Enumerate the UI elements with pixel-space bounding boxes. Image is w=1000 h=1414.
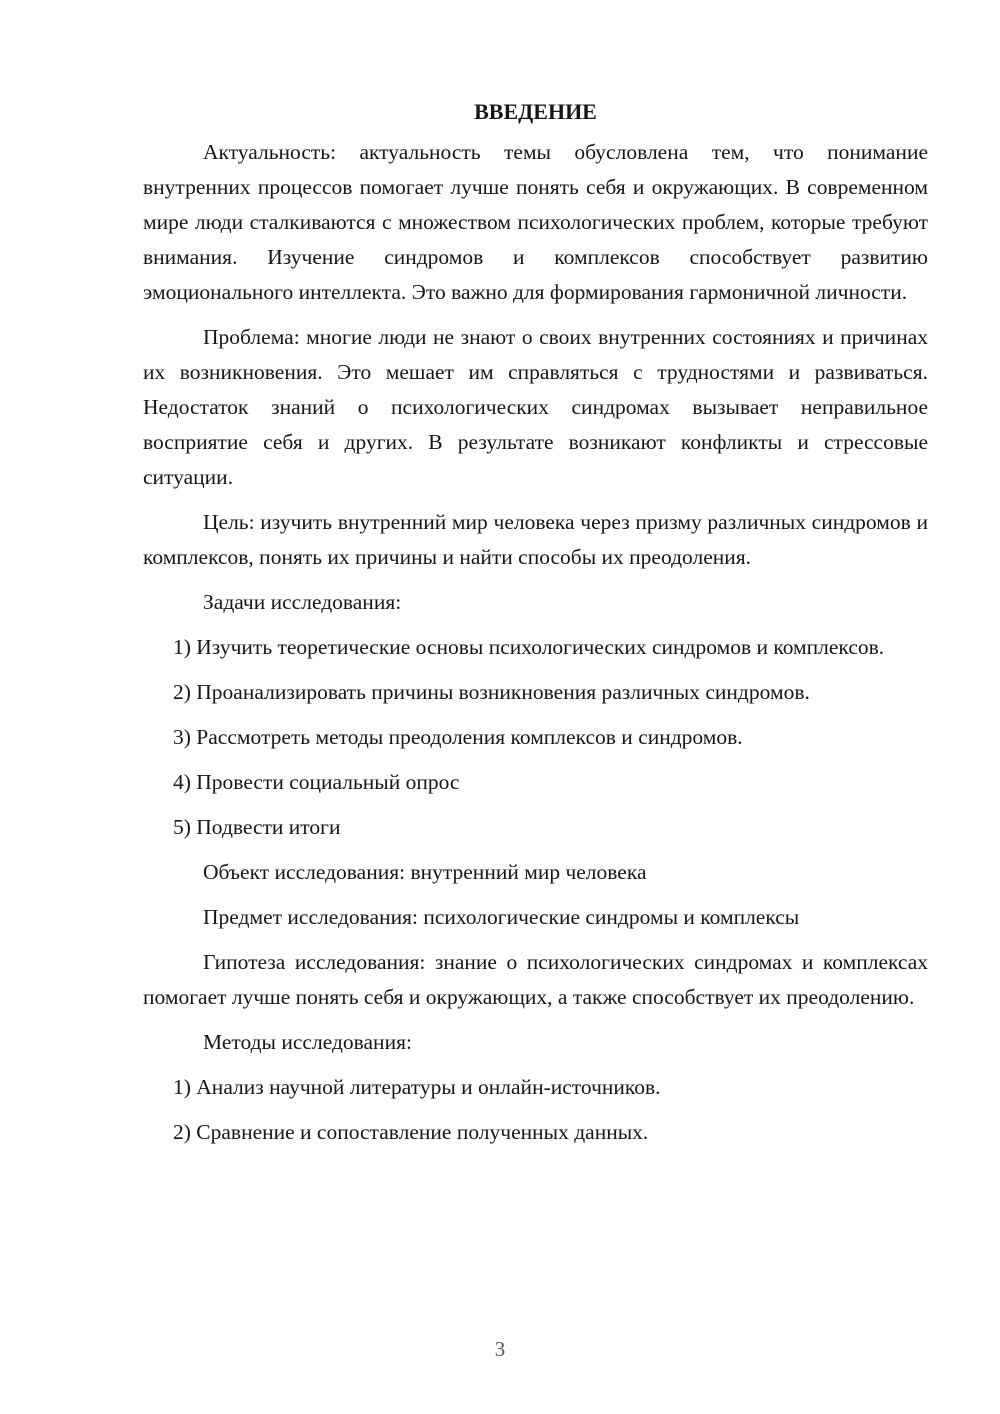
methods-heading: Методы исследования: (203, 1030, 412, 1054)
paragraph-subject: Предмет исследования: психологические синдромы и комплексы (203, 905, 800, 929)
method-item: 1) Анализ научной литературы и онлайн-источников. (173, 1075, 661, 1099)
paragraph-relevance: Актуальность: актуальность темы обусловлена тем, что понимание внутренних процессов помогает лучше понять себя и окружающих. В современном мире люди сталкиваются с множеством психологических проблем, которые требуют внимания. Изучение синдромов и комплексов способствует развитию эмоционального интеллекта. Это важно для формирования гармоничной личности. (143, 140, 928, 304)
method-item: 2) Сравнение и сопоставление полученных данных. (173, 1120, 649, 1144)
page-content (143, 94, 928, 1160)
task-item: 5) Подвести итоги (173, 815, 341, 839)
paragraph-problem: Проблема: многие люди не знают о своих внутренних состояниях и причинах их возникновения. Это мешает им справляться с трудностями и развиваться. Недостаток знаний о психологических синдромах вызывает неправильное восприятие себя и других. В результате возникают конфликты и стрессовые ситуации. (143, 325, 928, 489)
task-item: 3) Рассмотреть методы преодоления комплексов и синдромов. (173, 725, 743, 749)
page-number: 3 (494, 1337, 506, 1361)
task-item: 4) Провести социальный опрос (173, 770, 460, 794)
paragraph-hypothesis: Гипотеза исследования: знание о психологических синдромах и комплексах помогает лучше понять себя и окружающих, а также способствует их преодолению. (143, 950, 928, 1009)
section-title: ВВЕДЕНИЕ (474, 99, 597, 124)
paragraph-goal: Цель: изучить внутренний мир человека через призму различных синдромов и комплексов, понять их причины и найти способы их преодоления. (143, 510, 928, 569)
paragraph-object: Объект исследования: внутренний мир человека (203, 860, 647, 884)
tasks-heading: Задачи исследования: (203, 590, 402, 614)
task-item: 2) Проанализировать причины возникновения различных синдромов. (173, 680, 810, 704)
task-item: 1) Изучить теоретические основы психологических синдромов и комплексов. (173, 635, 885, 659)
